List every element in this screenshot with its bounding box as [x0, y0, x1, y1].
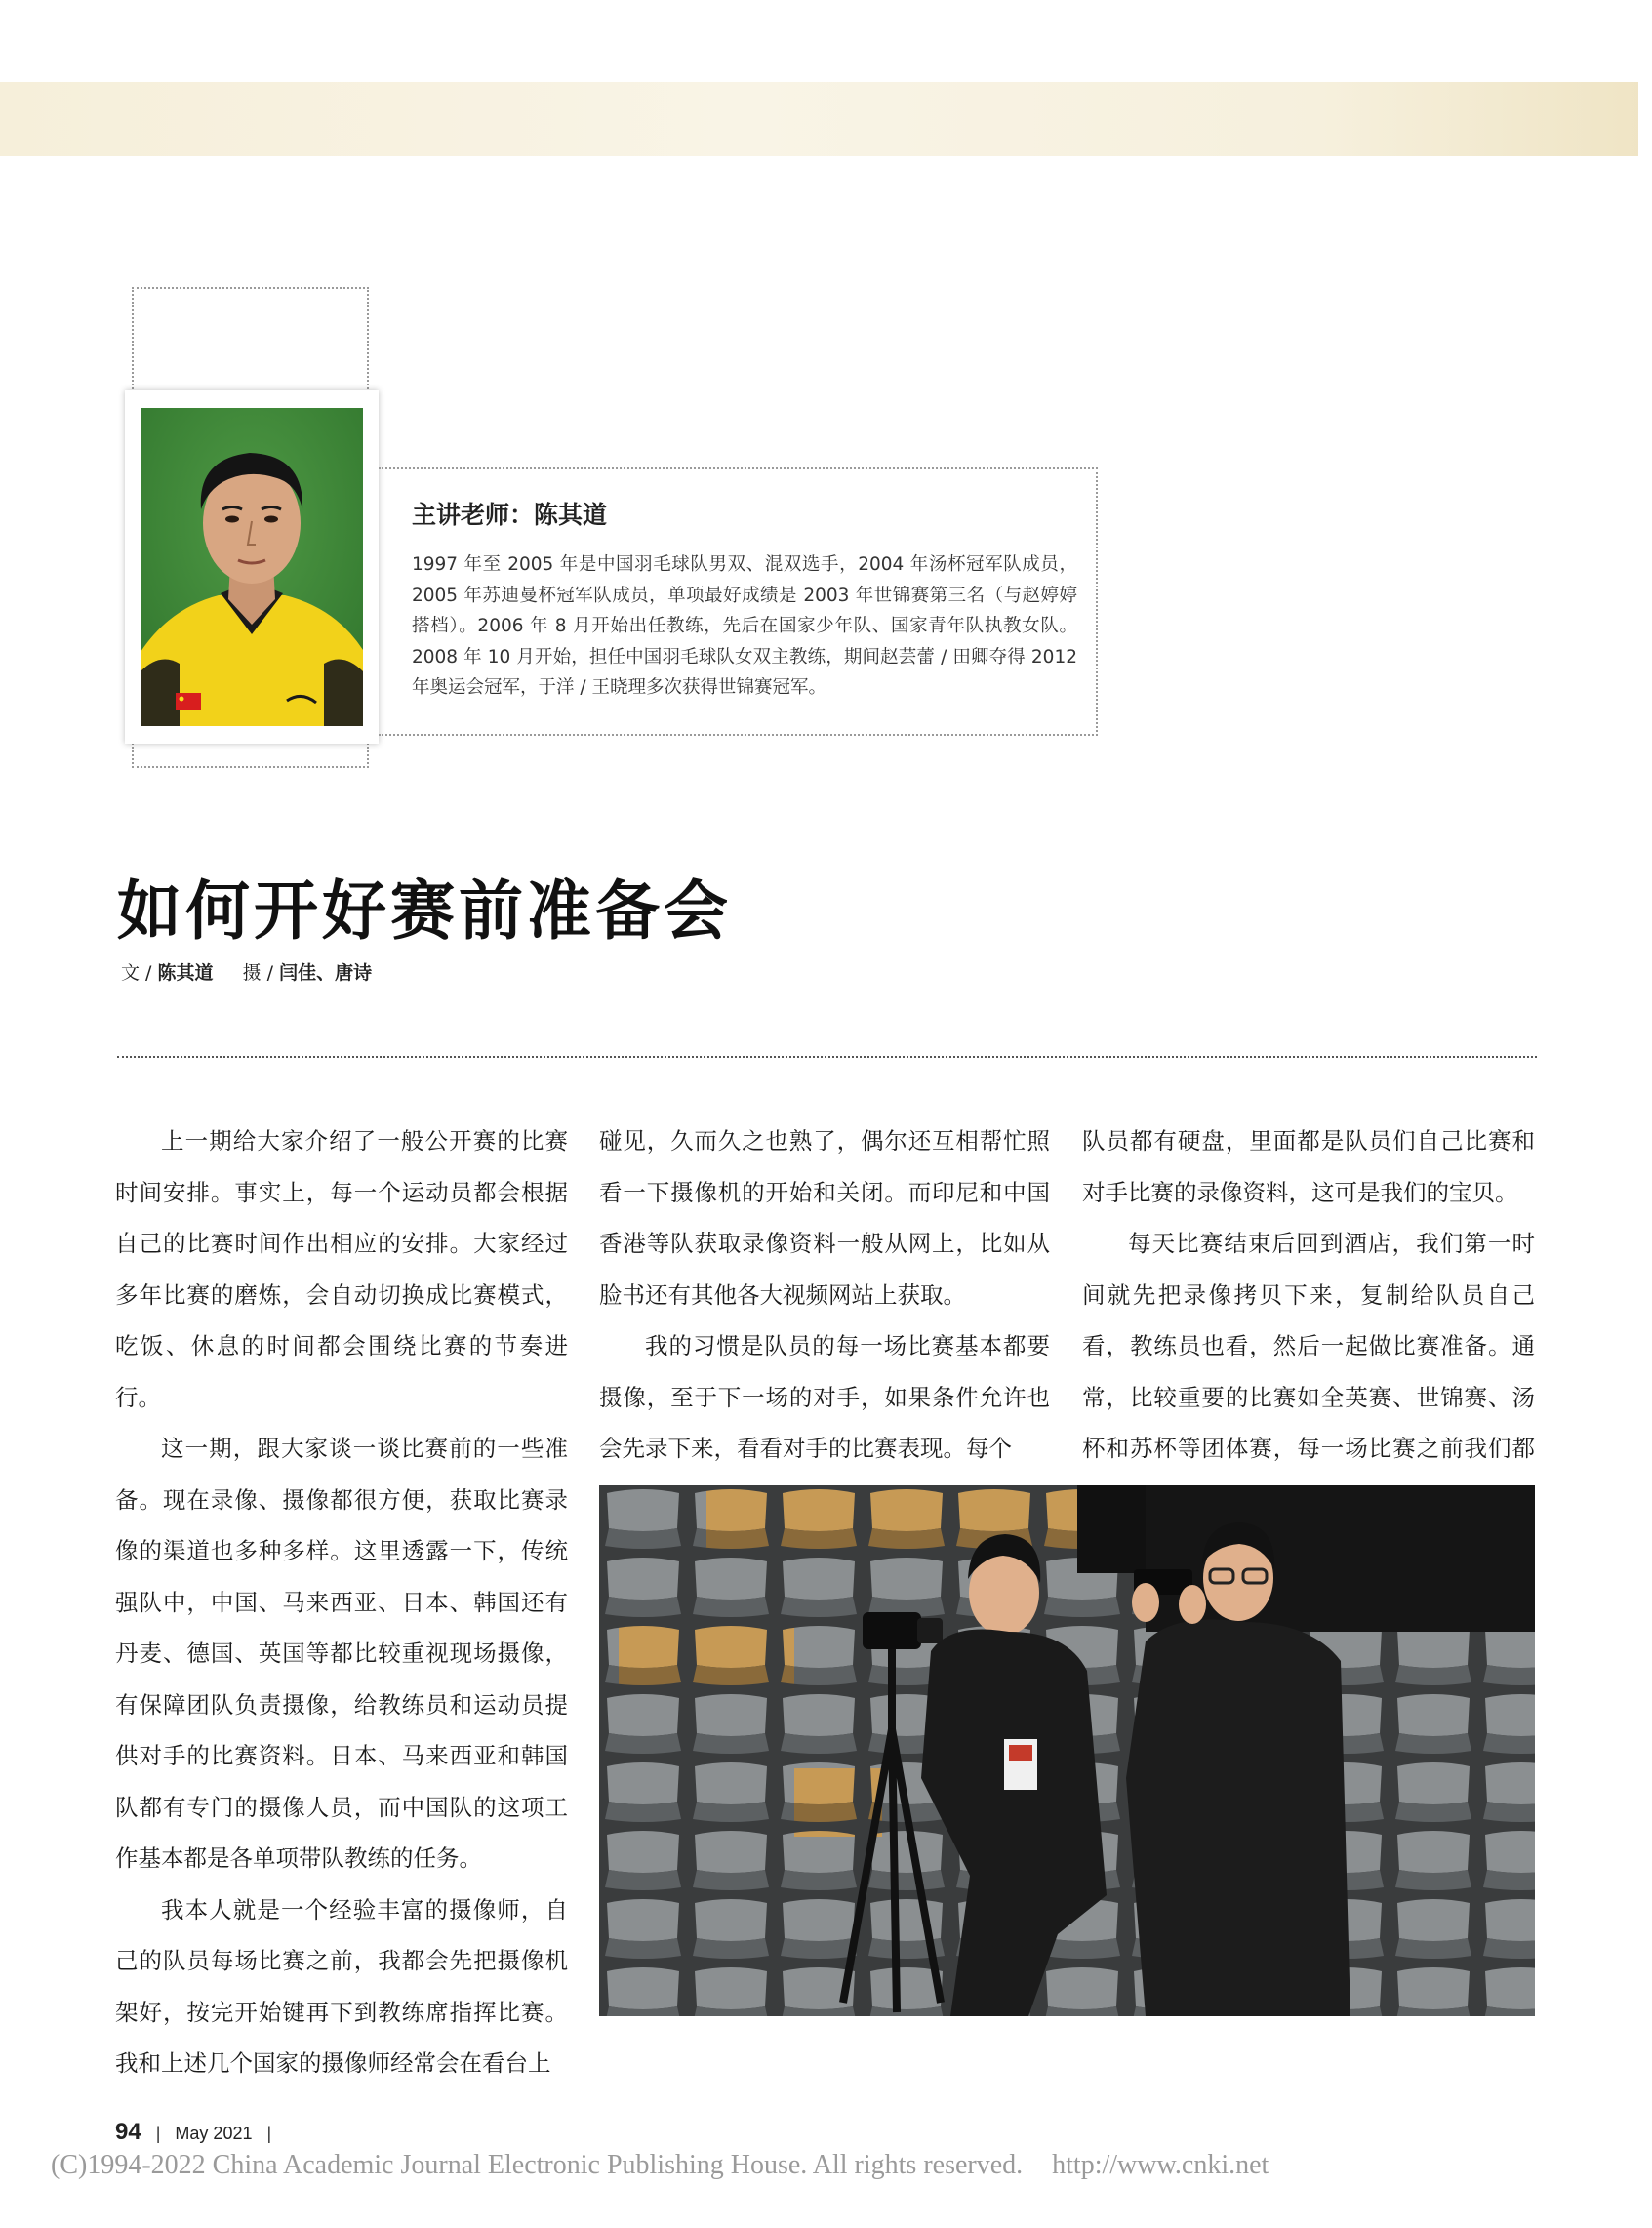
headline-divider [117, 1056, 1537, 1058]
footer-separator: | [155, 2124, 161, 2143]
paragraph: 队员都有硬盘，里面都是队员们自己比赛和对手比赛的录像资料，这可是我们的宝贝。 [1082, 1127, 1535, 1206]
copyright-notice: (C)1994-2022 China Academic Journal Electronic Publishing House. All rights reserved. [51, 2150, 1024, 2180]
camera-crew-illustration [599, 1485, 1535, 2016]
portrait-illustration [141, 408, 363, 726]
footer-separator: | [266, 2124, 272, 2143]
article-column-1 [115, 1115, 568, 2089]
page-footer [115, 2119, 281, 2146]
bio-text: 1997 年至 2005 年是中国羽毛球队男双、混双选手，2004 年汤杯冠军队成员，2005 年苏迪曼杯冠军队成员，单项最好成绩是 2003 年世锦赛第三名（与赵婷婷搭档）。2006 年 8 月开始出任教练，先后在国家少年队、国家青年队执教女队。2008 年 10 月开始，担任中国羽毛球队女双主教练，期间赵芸蕾 / 田卿夺得 2012 年奥运会冠军，于洋 / 王晓理多次获得世锦赛冠军。 [412, 554, 1077, 698]
paragraph: 上一期给大家介绍了一般公开赛的比赛时间安排。事实上，每一个运动员都会根据自己的比赛时间作出相应的安排。大家经过多年比赛的磨炼，会自动切换成比赛模式，吃饭、休息的时间都会围绕比赛的节奏进行。 [115, 1127, 568, 1411]
portrait-photo [141, 408, 363, 726]
byline-photographers: 闫佳、唐诗 [279, 962, 373, 984]
issue-date: May 2021 [175, 2124, 253, 2143]
header-band-edge [1638, 82, 1652, 156]
article-column-2 [599, 1115, 1050, 1475]
copyright-url[interactable]: http://www.cnki.net [1052, 2150, 1269, 2180]
page-number: 94 [115, 2119, 141, 2145]
byline-author: 陈其道 [157, 962, 214, 984]
byline-photo-prefix: 摄 / [242, 962, 274, 984]
byline-author-prefix: 文 / [121, 962, 152, 984]
copyright-line [51, 2150, 1269, 2181]
article-photo [599, 1485, 1535, 2016]
header-band [0, 82, 1652, 156]
article-column-3 [1082, 1115, 1535, 1525]
paragraph: 我本人就是一个经验丰富的摄像师，自己的队员每场比赛之前，我都会先把摄像机架好，按完开始键再下到教练席指挥比赛。我和上述几个国家的摄像师经常会在看台上 [115, 1895, 568, 2077]
paragraph: 我的习惯是队员的每一场比赛基本都要摄像，至于下一场的对手，如果条件允许也会先录下来，看看对手的比赛表现。每个 [599, 1332, 1050, 1462]
article-headline: 如何开好赛前准备会 [117, 872, 732, 949]
byline [121, 958, 372, 985]
paragraph: 每天比赛结束后回到酒店，我们第一时间就先把录像拷贝下来，复制给队员自己看，教练员也看，然后一起做比赛准备。通常，比较重要的比赛如全英赛、世锦赛、汤杯和苏杯等团体赛，每一场比赛之前我们都 [1082, 1230, 1535, 1462]
bio-title: 主讲老师：陈其道 [412, 501, 608, 529]
paragraph: 这一期，跟大家谈一谈比赛前的一些准备。现在录像、摄像都很方便，获取比赛录像的渠道也多种多样。这里透露一下，传统强队中，中国、马来西亚、日本、韩国还有丹麦、德国、英国等都比较重视现场摄像，有保障团队负责摄像，给教练员和运动员提供对手的比赛资料。日本、马来西亚和韩国队都有专门的摄像人员，而中国队的这项工作基本都是各单项带队教练的任务。 [115, 1435, 568, 1872]
paragraph: 碰见，久而久之也熟了，偶尔还互相帮忙照看一下摄像机的开始和关闭。而印尼和中国香港等队获取录像资料一般从网上，比如从脸书还有其他各大视频网站上获取。 [599, 1127, 1050, 1309]
